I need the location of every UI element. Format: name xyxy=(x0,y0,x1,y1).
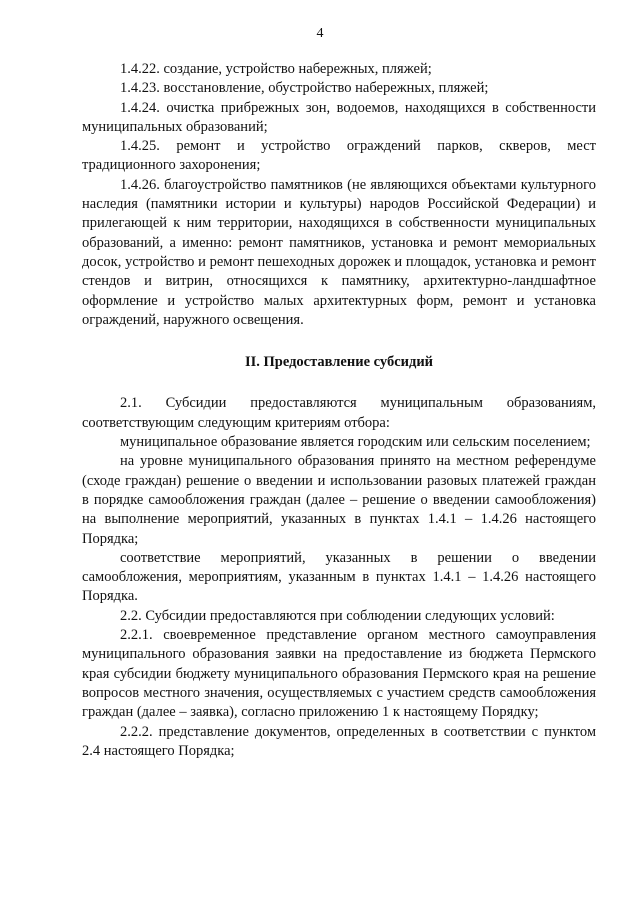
document-body xyxy=(82,60,596,761)
criterion-settlement: муниципальное образование является городским или сельским поселением; xyxy=(120,434,591,451)
paragraph-1-4-22: 1.4.22. создание, устройство набережных, пляжей; xyxy=(120,61,432,77)
paragraph-1-4-26: 1.4.26. благоустройство памятников (не являющихся объектами культурного наследия (памятники истории и культуры) народов Российской Федерации) и прилегающей к ним территории, находящихся в собственности муниципальных образований, а именно: ремонт памятников, установка и ремонт мемориальных досок, устройство и ремонт пешеходных дорожек и площадок, установка и ремонт стендов и витрин, относящихся к памятнику, архитектурно-ландшафтное оформление и устройство малых архитектурных форм, ремонт и установка ограждений, наружного освещения. xyxy=(82,176,596,328)
criterion-correspondence: соответствие мероприятий, указанных в решении о введении самообложения, мероприятиям, указанным в пунктах 1.4.1 – 1.4.26 настоящего Порядка. xyxy=(82,549,596,605)
paragraph-2-2: 2.2. Субсидии предоставляются при соблюдении следующих условий: xyxy=(120,607,555,624)
paragraph-1-4-23: 1.4.23. восстановление, обустройство набережных, пляжей; xyxy=(120,80,489,97)
paragraph-2-2-2: 2.2.2. представление документов, определенных в соответствии с пунктом 2.4 настоящего Порядка; xyxy=(82,723,596,759)
criterion-referendum: на уровне муниципального образования принято на местном референдуме (сходе граждан) решение о введении и использовании разовых платежей граждан в порядке самообложения граждан (далее – решение о введении самообложения) на выполнение мероприятий, указанных в пунктах 1.4.1 – 1.4.26 настоящего Порядка; xyxy=(82,453,596,547)
page-number: 4 xyxy=(316,26,324,41)
paragraph-2-2-1: 2.2.1. своевременное представление органом местного самоуправления муниципального образования заявки на предоставление из бюджета Пермского края субсидии бюджету муниципального образования Пермского края на решение вопросов местного значения, осуществляемых с участием средств самообложения граждан (далее – заявка), согласно приложению 1 к настоящему Порядку; xyxy=(82,627,596,721)
paragraph-1-4-25: 1.4.25. ремонт и устройство ограждений парков, скверов, мест традиционного захоронения; xyxy=(82,138,596,174)
paragraph-1-4-24: 1.4.24. очистка прибрежных зон, водоемов, находящихся в собственности муниципальных образований; xyxy=(82,99,596,135)
section-heading: II. Предоставление субсидий xyxy=(244,354,434,371)
paragraph-2-1: 2.1. Субсидии предоставляются муниципальным образованиям, соответствующим следующим критериям отбора: xyxy=(82,395,596,431)
